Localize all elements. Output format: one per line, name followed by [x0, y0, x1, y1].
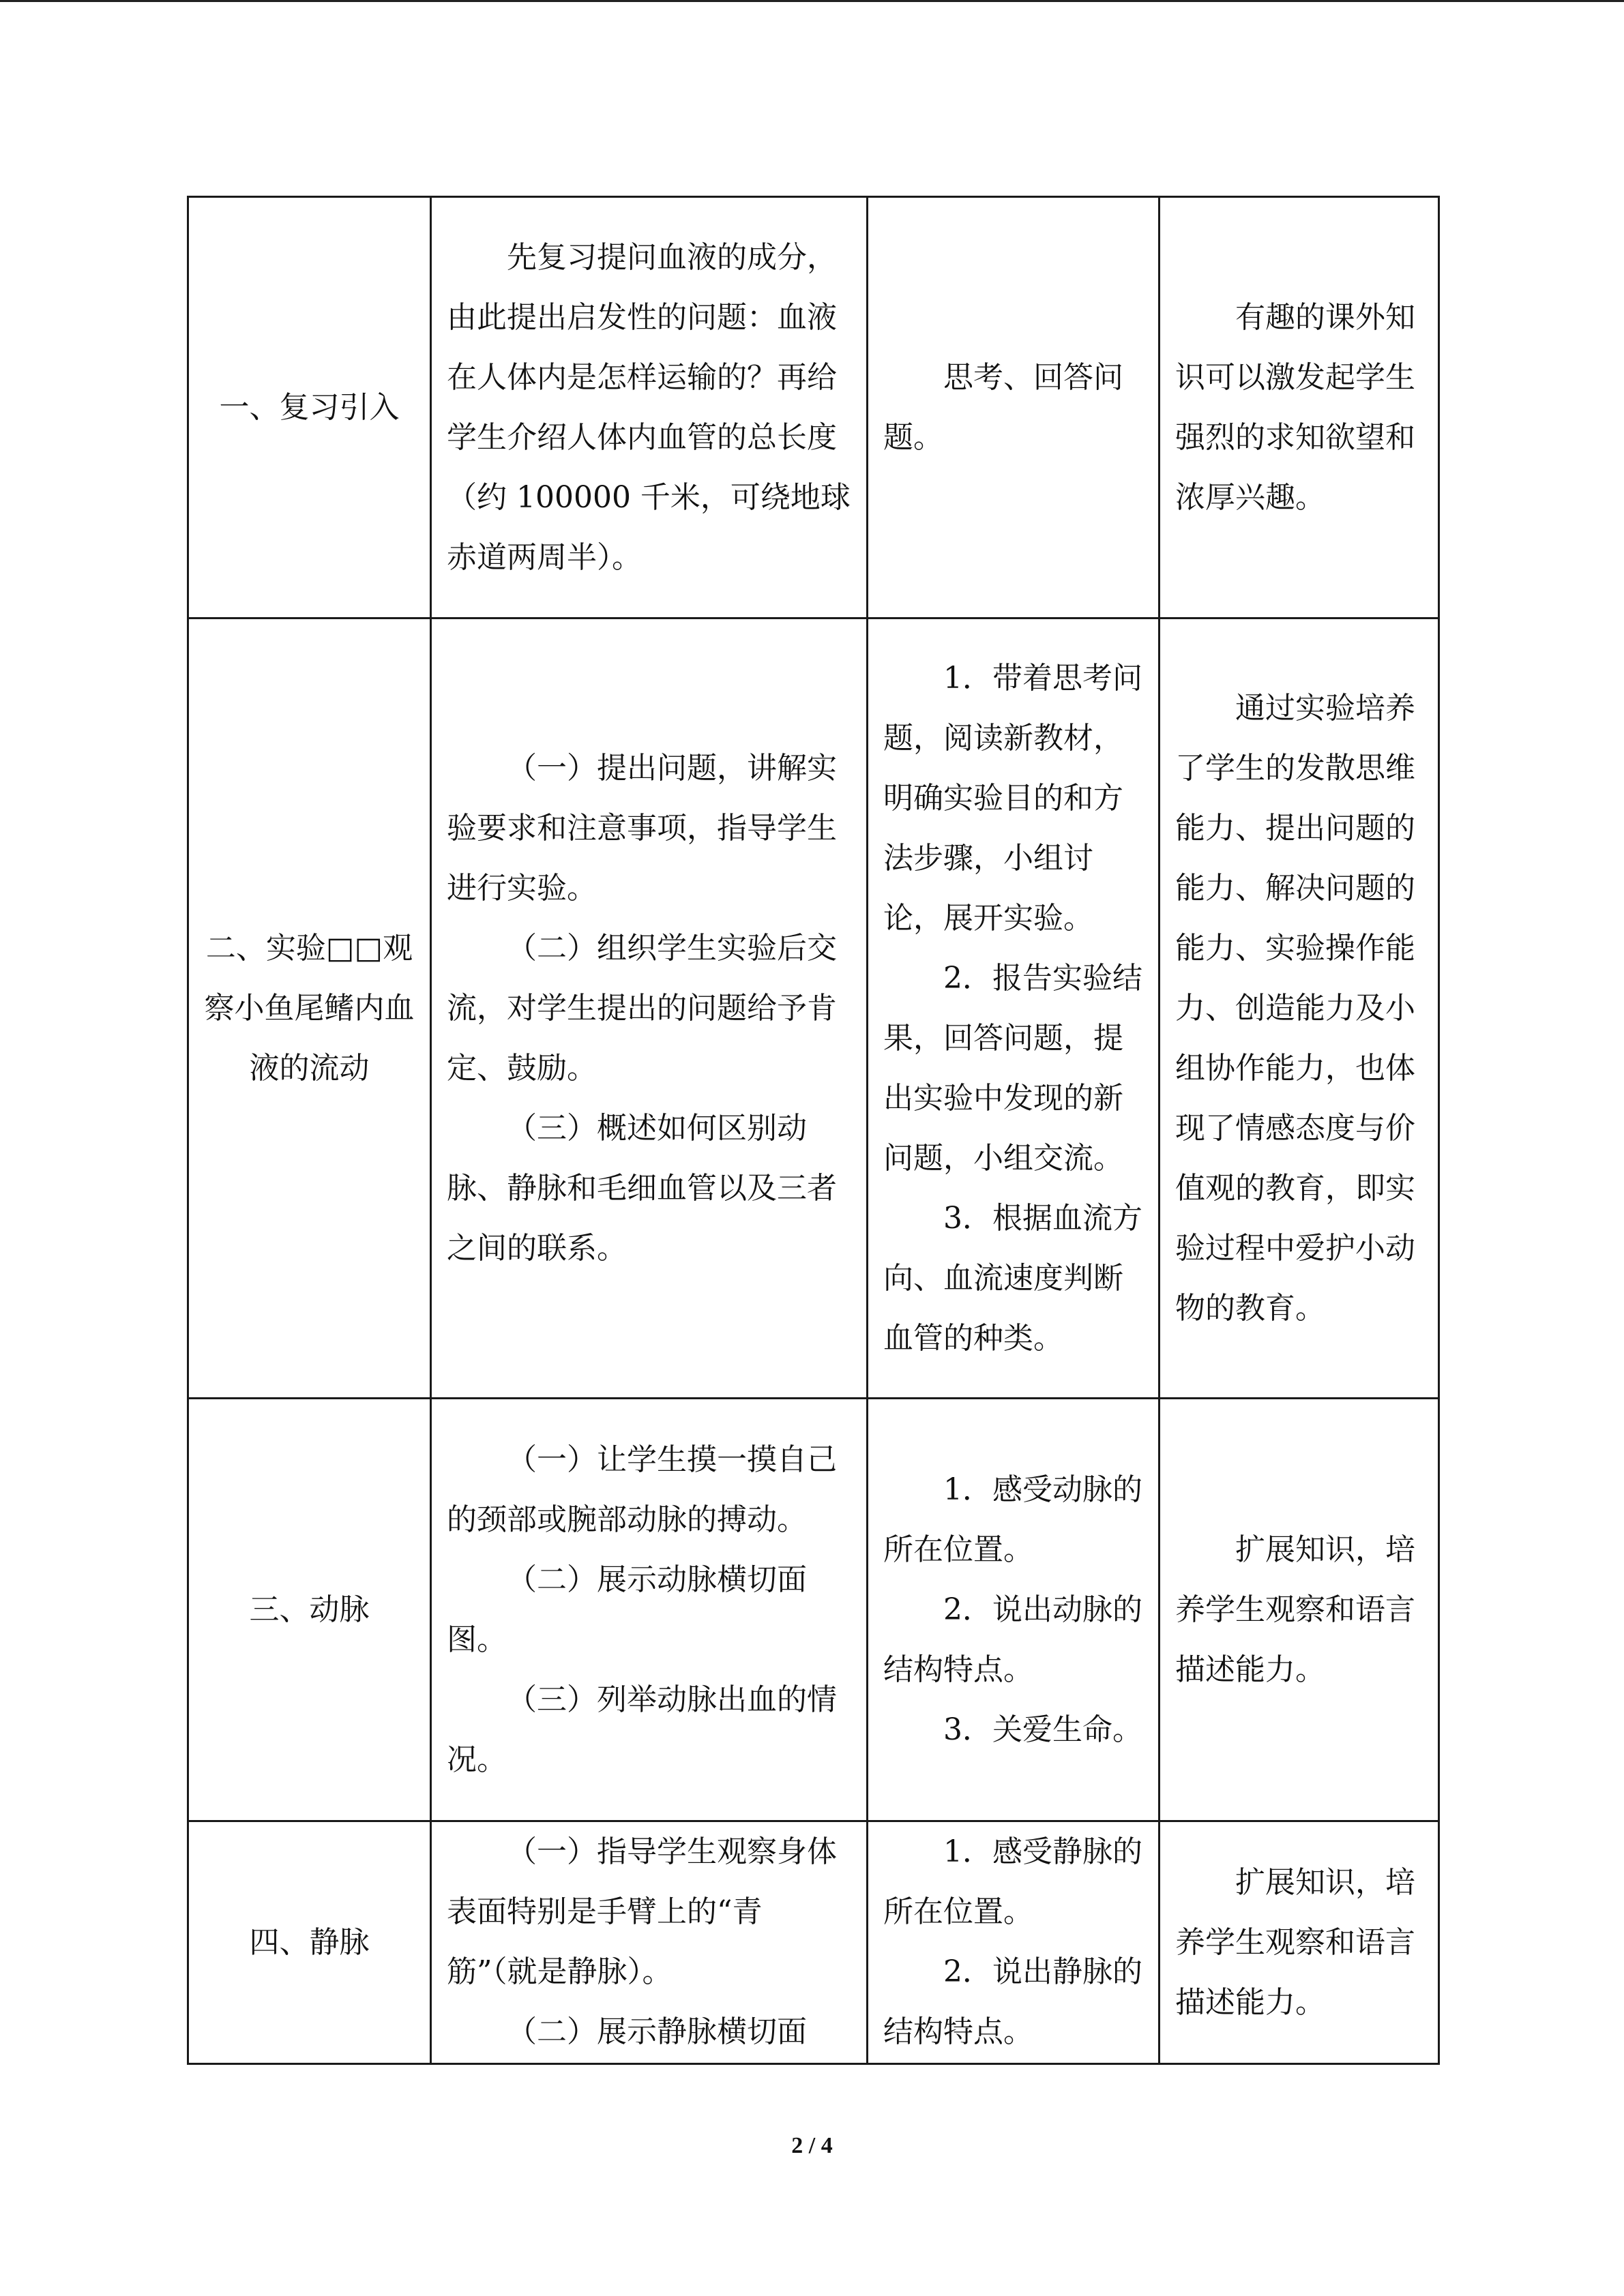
lesson-plan-table	[187, 196, 1440, 2065]
stage-cell: 二、实验□□观察小鱼尾鳍内血液的流动	[188, 618, 431, 1399]
student-activity-cell	[868, 1399, 1160, 1821]
paragraph: （二）展示静脉横切面	[507, 2014, 807, 2049]
paragraph: （一）提出问题，讲解实验要求和注意事项，指导学生进行实验。	[447, 750, 837, 906]
paragraph: 思考、回答问题。	[883, 359, 1123, 455]
table-row	[188, 618, 1439, 1399]
paragraph: （二）组织学生实验后交流，对学生提出的问题给予肯定、鼓励。	[447, 930, 837, 1086]
student-activity-cell	[868, 197, 1160, 618]
paragraph: （三）概述如何区别动脉、静脉和毛细血管以及三者之间的联系。	[447, 1110, 837, 1266]
paragraph: 2．报告实验结果，回答问题，提出实验中发现的新问题，小组交流。	[883, 960, 1142, 1176]
paragraph: （一）让学生摸一摸自己的颈部或腕部动脉的搏动。	[447, 1442, 837, 1537]
teacher-activity-cell	[431, 1821, 868, 2064]
design-intent-cell	[1160, 618, 1439, 1399]
design-intent-cell	[1160, 197, 1439, 618]
paragraph: （一）指导学生观察身体表面特别是手臂上的“青筋”（就是静脉）。	[447, 1834, 837, 1989]
paragraph: 3．关爱生命。	[943, 1712, 1142, 1747]
page-number: 2 / 4	[791, 2133, 833, 2158]
paragraph: 3．根据血流方向、血流速度判断血管的种类。	[883, 1200, 1142, 1356]
paragraph: 通过实验培养了学生的发散思维能力、提出问题的能力、解决问题的能力、实验操作能力、创造能力及小组协作能力，也体现了情感态度与价值观的教育，即实验过程中爱护小动物的教育。	[1175, 690, 1415, 1326]
teacher-activity-cell	[431, 1399, 868, 1821]
paragraph: 先复习提问血液的成分，由此提出启发性的问题：血液在人体内是怎样运输的？再给学生介绍人体内血管的总长度（约 100000 千米，可绕地球赤道两周半）。	[447, 239, 851, 575]
design-intent-cell	[1160, 1399, 1439, 1821]
paragraph: 1．带着思考问题，阅读新教材，明确实验目的和方法步骤，小组讨论，展开实验。	[883, 660, 1142, 936]
paragraph: 1．感受静脉的所在位置。	[883, 1834, 1142, 1929]
paragraph: 1．感受动脉的所在位置。	[883, 1472, 1142, 1567]
teacher-activity-cell	[431, 197, 868, 618]
table-row	[188, 1821, 1439, 2064]
table-row	[188, 197, 1439, 618]
table-row	[188, 1399, 1439, 1821]
paragraph: 2．说出静脉的结构特点。	[883, 1954, 1142, 2049]
paragraph: 有趣的课外知识可以激发起学生强烈的求知欲望和浓厚兴趣。	[1175, 299, 1415, 515]
paragraph: 2．说出动脉的结构特点。	[883, 1592, 1142, 1687]
student-activity-cell	[868, 1821, 1160, 2064]
paragraph: 扩展知识，培养学生观察和语言描述能力。	[1175, 1532, 1415, 1687]
page-top-border	[0, 0, 1624, 2]
stage-cell: 三、动脉	[188, 1399, 431, 1821]
paragraph: （二）展示动脉横切面图。	[447, 1562, 807, 1657]
student-activity-cell	[868, 618, 1160, 1399]
paragraph: （三）列举动脉出血的情况。	[447, 1682, 837, 1777]
teacher-activity-cell	[431, 618, 868, 1399]
stage-cell: 一、复习引入	[188, 197, 431, 618]
stage-cell: 四、静脉	[188, 1821, 431, 2064]
design-intent-cell	[1160, 1821, 1439, 2064]
paragraph: 扩展知识，培养学生观察和语言描述能力。	[1175, 1864, 1415, 2020]
